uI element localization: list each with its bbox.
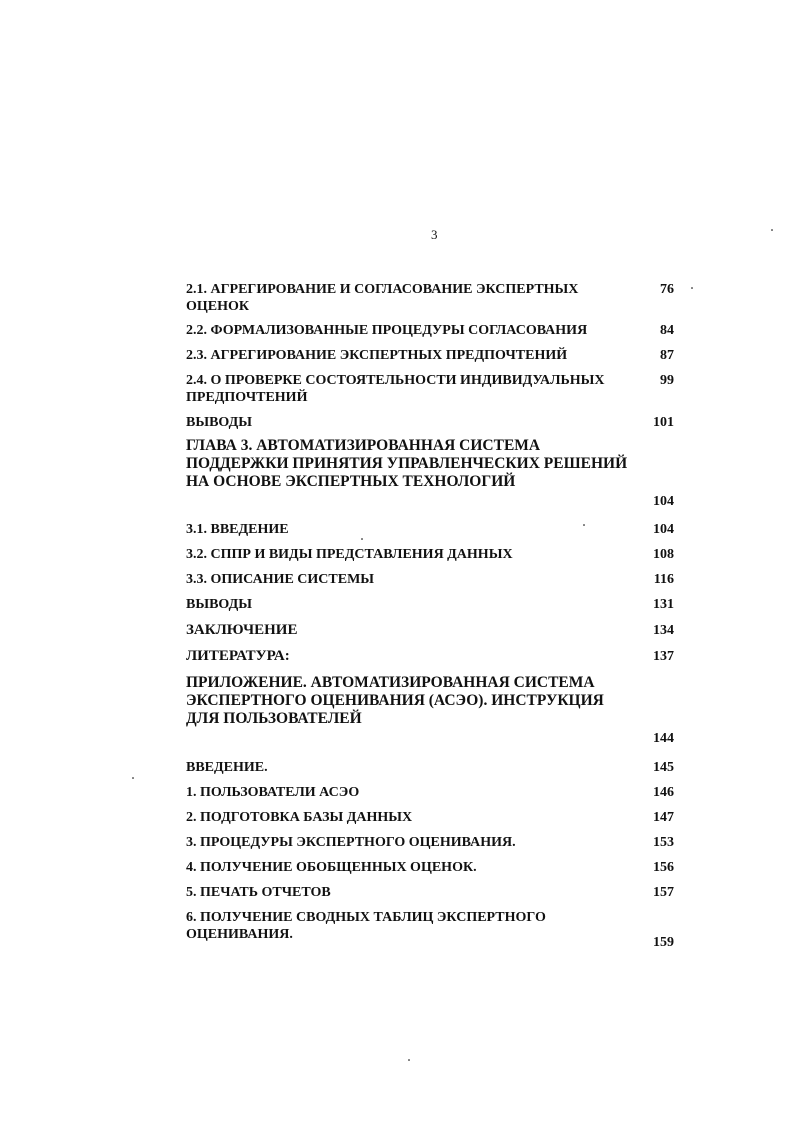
appendix-heading [186, 674, 676, 746]
toc-entry [186, 909, 676, 950]
toc-entry-title: 1. ПОЛЬЗОВАТЕЛИ АСЭО [186, 785, 360, 800]
toc-entry [186, 281, 676, 315]
scan-speck [132, 777, 134, 779]
toc-entry-page: 159 [653, 935, 674, 950]
chapter-heading [186, 437, 676, 509]
toc-entry-page: 137 [653, 649, 674, 664]
toc-entry-page: 147 [653, 810, 674, 825]
toc-entry-title: ПРИЛОЖЕНИЕ. АВТОМАТИЗИРОВАННАЯ СИСТЕМА ЭКСПЕРТНОГО ОЦЕНИВАНИЯ (АСЭО). ИНСТРУКЦИЯ ДЛЯ ПОЛЬЗОВАТЕЛЕЙ [186, 674, 604, 727]
toc-entry-title: 2.3. АГРЕГИРОВАНИЕ ЭКСПЕРТНЫХ ПРЕДПОЧТЕНИЙ [186, 348, 568, 363]
toc-entry-page: 157 [653, 885, 674, 900]
scan-speck [361, 538, 363, 540]
toc-entry [186, 884, 676, 901]
toc-entry-title: ЗАКЛЮЧЕНИЕ [186, 622, 298, 638]
toc-entry-page: 144 [653, 731, 674, 746]
scan-speck [691, 287, 693, 289]
toc-entry [186, 759, 676, 776]
toc-entry [186, 859, 676, 876]
toc-entry-page: 146 [653, 785, 674, 800]
toc-entry-page: 87 [660, 348, 674, 363]
toc-entry-title: ВВЕДЕНИЕ. [186, 760, 268, 775]
toc-entry-title: 3. ПРОЦЕДУРЫ ЭКСПЕРТНОГО ОЦЕНИВАНИЯ. [186, 835, 516, 850]
toc-entry [186, 648, 676, 665]
toc-entry-page: 145 [653, 760, 674, 775]
toc-entry-page: 131 [653, 597, 674, 612]
toc-entry-page: 104 [653, 494, 674, 509]
table-of-contents [186, 281, 676, 950]
toc-entry-title: 2.1. АГРЕГИРОВАНИЕ И СОГЛАСОВАНИЕ ЭКСПЕРТНЫХ ОЦЕНОК [186, 282, 579, 314]
toc-entry [186, 784, 676, 801]
scan-speck [583, 524, 585, 526]
toc-entry-title: ВЫВОДЫ [186, 415, 252, 430]
toc-entry-page: 101 [653, 415, 674, 430]
toc-entry [186, 809, 676, 826]
toc-entry-page: 153 [653, 835, 674, 850]
toc-entry-page: 76 [660, 282, 674, 297]
toc-entry [186, 596, 676, 613]
toc-entry-page: 134 [653, 623, 674, 638]
toc-entry-title: 2.4. О ПРОВЕРКЕ СОСТОЯТЕЛЬНОСТИ ИНДИВИДУАЛЬНЫХ ПРЕДПОЧТЕНИЙ [186, 373, 605, 405]
toc-entry-title: 3.2. СППР И ВИДЫ ПРЕДСТАВЛЕНИЯ ДАННЫХ [186, 547, 513, 562]
toc-entry-title: 2.2. ФОРМАЛИЗОВАННЫЕ ПРОЦЕДУРЫ СОГЛАСОВАНИЯ [186, 323, 588, 338]
toc-entry-page: 156 [653, 860, 674, 875]
toc-entry-title: ГЛАВА 3. АВТОМАТИЗИРОВАННАЯ СИСТЕМА ПОДДЕРЖКИ ПРИНЯТИЯ УПРАВЛЕНЧЕСКИХ РЕШЕНИЙ НА ОСНОВЕ ЭКСПЕРТНЫХ ТЕХНОЛОГИЙ [186, 437, 628, 490]
toc-entry [186, 571, 676, 588]
toc-entry [186, 372, 676, 406]
toc-entry-title: ЛИТЕРАТУРА: [186, 648, 290, 664]
toc-entry-page: 108 [653, 547, 674, 562]
toc-entry-page: 104 [653, 522, 674, 537]
toc-entry-page: 84 [660, 323, 674, 338]
toc-entry [186, 322, 676, 339]
toc-entry-title: 3.3. ОПИСАНИЕ СИСТЕМЫ [186, 572, 375, 587]
toc-entry [186, 521, 676, 538]
toc-entry [186, 834, 676, 851]
scan-speck [771, 229, 773, 231]
toc-entry-page: 99 [660, 373, 674, 388]
page-number: 3 [431, 227, 438, 242]
toc-entry-title: 5. ПЕЧАТЬ ОТЧЕТОВ [186, 885, 331, 900]
toc-entry [186, 622, 676, 639]
toc-entry-title: ВЫВОДЫ [186, 597, 252, 612]
scan-speck [408, 1059, 410, 1061]
toc-entry-title: 3.1. ВВЕДЕНИЕ [186, 522, 289, 537]
toc-entry [186, 414, 676, 431]
toc-entry-title: 2. ПОДГОТОВКА БАЗЫ ДАННЫХ [186, 810, 413, 825]
toc-entry-title: 6. ПОЛУЧЕНИЕ СВОДНЫХ ТАБЛИЦ ЭКСПЕРТНОГО ОЦЕНИВАНИЯ. [186, 910, 546, 942]
toc-entry [186, 347, 676, 364]
toc-entry [186, 546, 676, 563]
toc-entry-page: 116 [653, 572, 674, 587]
toc-entry-title: 4. ПОЛУЧЕНИЕ ОБОБЩЕННЫХ ОЦЕНОК. [186, 860, 477, 875]
